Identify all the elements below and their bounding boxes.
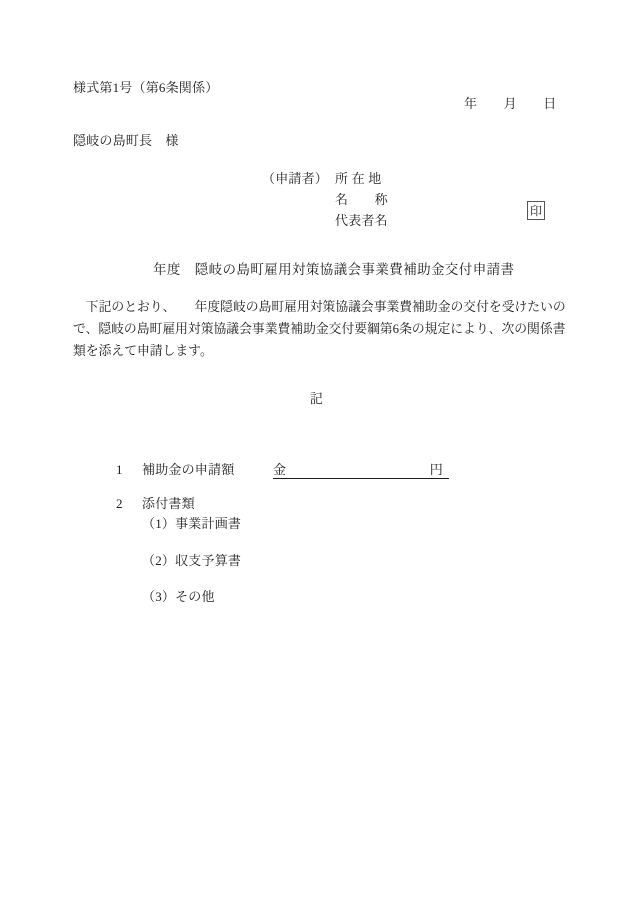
seal-box bbox=[527, 201, 545, 220]
attachment-sub-item-2: （2）収支予算書 bbox=[142, 553, 242, 568]
item-1-label: 補助金の申請額 bbox=[142, 462, 235, 477]
form-number: 様式第1号（第6条関係） bbox=[73, 80, 219, 95]
applicant-representative-label: 代表者名 bbox=[335, 213, 388, 228]
amount-blank-line bbox=[273, 461, 449, 479]
addressee: 隠岐の島町長 様 bbox=[73, 133, 179, 148]
body-line-1: 下記のとおり、 年度隠岐の島町雇用対策協議会事業費補助金の交付を受けたいの bbox=[73, 300, 566, 314]
body-line-2: で、隠岐の島町雇用対策協議会事業費補助金交付要綱第6条の規定により、次の関係書 bbox=[73, 322, 566, 336]
date-line: 年 月 日 bbox=[464, 96, 557, 111]
section-marker: 記 bbox=[309, 391, 324, 406]
attachment-sub-item-3: （3）その他 bbox=[142, 589, 215, 604]
item-2-label: 添付書類 bbox=[142, 496, 195, 511]
applicant-label: （申請者） bbox=[262, 171, 329, 186]
item-2-number: 2 bbox=[116, 496, 123, 511]
amount-suffix: 円 bbox=[429, 462, 443, 477]
applicant-name-label: 名 称 bbox=[335, 192, 388, 207]
attachment-sub-item-1: （1）事業計画書 bbox=[142, 516, 242, 531]
document-title: 年度 隠岐の島町雇用対策協議会事業費補助金交付申請書 bbox=[153, 262, 515, 277]
seal-mark: 印 bbox=[530, 204, 543, 218]
body-line-3: 類を添えて申請します。 bbox=[73, 344, 213, 358]
amount-prefix: 金 bbox=[273, 462, 287, 477]
item-1-number: 1 bbox=[116, 462, 123, 477]
applicant-address-label: 所 在 地 bbox=[335, 171, 382, 186]
